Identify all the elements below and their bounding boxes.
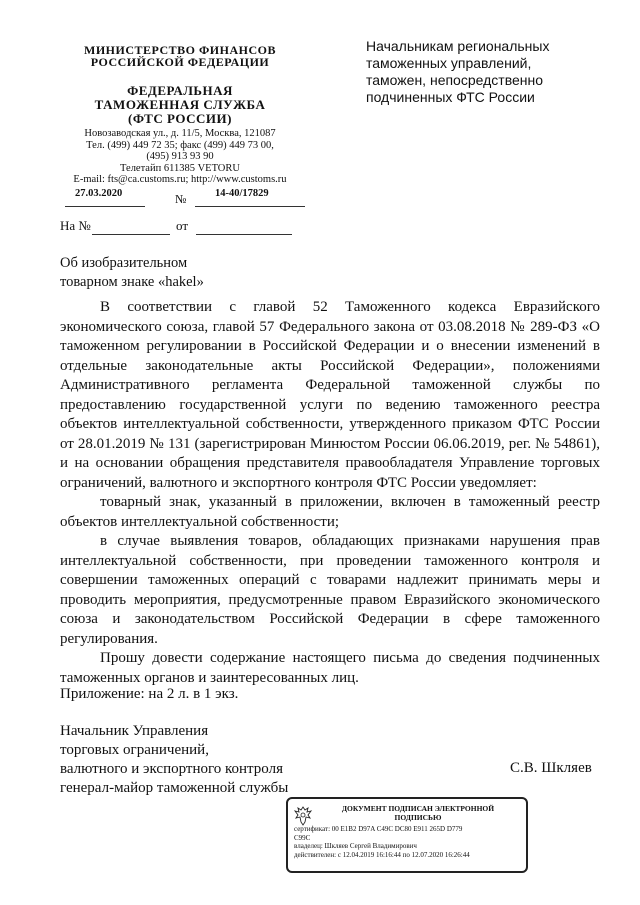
eagle-emblem-icon [292, 805, 314, 827]
letter-body [60, 298, 600, 688]
service-line-1: ФЕДЕРАЛЬНАЯ [127, 83, 233, 98]
subject-line-2: товарном знаке «hakel» [60, 274, 204, 290]
sender-contacts [60, 128, 300, 186]
body-paragraph-4: Прошу довести содержание настоящего письма до сведения подчиненных таможенных органов и заинтересованных лиц. [60, 650, 600, 686]
stamp-title-line-1: ДОКУМЕНТ ПОДПИСАН ЭЛЕКТРОННОЙ [341, 804, 495, 813]
service-name [60, 84, 300, 126]
stamp-certificate-1: сертификат: 00 E1B2 D97A C49C DC80 E911 265D D779 [294, 825, 463, 833]
sender-address: Новозаводская ул., д. 11/5, Москва, 121087 [84, 128, 276, 139]
service-line-3: (ФТС РОССИИ) [128, 111, 232, 126]
reference-number-line [92, 234, 170, 235]
signer-line-4: генерал-майор таможенной службы [60, 780, 289, 796]
reference-number-label: На № [60, 218, 91, 233]
stamp-certificate-2: C99C [294, 833, 311, 842]
sender-phone-2: (495) 913 93 90 [146, 151, 214, 162]
body-paragraph-1: В соответствии с главой 52 Таможенного кодекса Евразийского экономического союза, главой 57 Федерального закона от 03.08.2018 № 289-ФЗ «О таможенном регулировании в Российской Федерации и о внесении изменений в отдельные законодательные акты Российской Федерации», положениями Административного регламента Федеральной таможенной службы по предоставлению государственной услуги по ведению таможенного реестра объектов интеллектуальной собственности, утвержденного приказом ФТС России от 28.01.2019 № 131 (зарегистрирован Минюстом России 06.06.2019, рег. № 54861), и на основании обращения представителя правообладателя Управление торговых ограничений, валютного и экспортного контроля ФТС России уведомляет: [60, 299, 600, 491]
ministry-name [60, 44, 300, 68]
subject-line-1: Об изобразительном [60, 255, 188, 271]
letter-subject [60, 254, 204, 292]
registration-number-label: № [175, 192, 187, 206]
ministry-line-2: РОССИЙСКОЙ ФЕДЕРАЦИИ [90, 55, 270, 69]
body-paragraph-3: в случае выявления товаров, обладающих признаками нарушения прав интеллектуальной собственности, при проведении таможенного контроля и совершении таможенных операций с товарами надлежит принимать меры и проводить мероприятия, предусмотренные правом Евразийского экономического союза и законодательством Российской Федерации в сфере таможенного регулирования. [60, 533, 600, 647]
signer-line-3: валютного и экспортного контроля [60, 761, 283, 777]
stamp-validity: действителен: с 12.04.2019 16:16:44 по 12.07.2020 16:26:44 [294, 850, 470, 859]
recipient-line-2: таможенных управлений, [366, 55, 532, 71]
e-signature-stamp [286, 797, 528, 873]
date-underline [65, 206, 145, 207]
sender-teletype: Телетайп 611385 VETORU [120, 162, 240, 174]
service-line-2: ТАМОЖЕННАЯ СЛУЖБА [94, 97, 266, 112]
stamp-title-line-2: ПОДПИСЬЮ [394, 813, 442, 822]
stamp-fields [294, 825, 520, 859]
body-paragraph-2: товарный знак, указанный в приложении, включен в таможенный реестр объектов интеллектуальной собственности; [60, 494, 600, 530]
stamp-title [318, 804, 518, 822]
signer-name: С.В. Шкляев [510, 760, 592, 776]
recipient-block [366, 38, 606, 106]
number-underline [195, 206, 305, 207]
signer-line-1: Начальник Управления [60, 723, 209, 739]
reference-date-line [196, 234, 292, 235]
signer-title [60, 722, 288, 798]
signer-line-2: торговых ограничений, [60, 742, 209, 758]
recipient-line-1: Начальникам региональных [366, 38, 550, 54]
sender-phone-1: Тел. (499) 449 72 35; факс (499) 449 73 00, [86, 139, 274, 151]
registration-row [75, 188, 305, 206]
registration-date: 27.03.2020 [75, 188, 123, 199]
registration-number: 14-40/17829 [215, 188, 269, 199]
sender-email: E-mail: fts@ca.customs.ru; http://www.customs.ru [73, 174, 287, 185]
recipient-line-3: таможен, непосредственно [366, 72, 544, 88]
ministry-line-1: МИНИСТЕРСТВО ФИНАНСОВ [84, 43, 276, 57]
stamp-owner: владелец: Шкляев Сергей Владимирович [294, 842, 417, 850]
attachment-note: Приложение: на 2 л. в 1 экз. [60, 686, 239, 702]
reference-from-label: от [176, 218, 189, 233]
recipient-line-4: подчиненных ФТС России [366, 89, 535, 105]
